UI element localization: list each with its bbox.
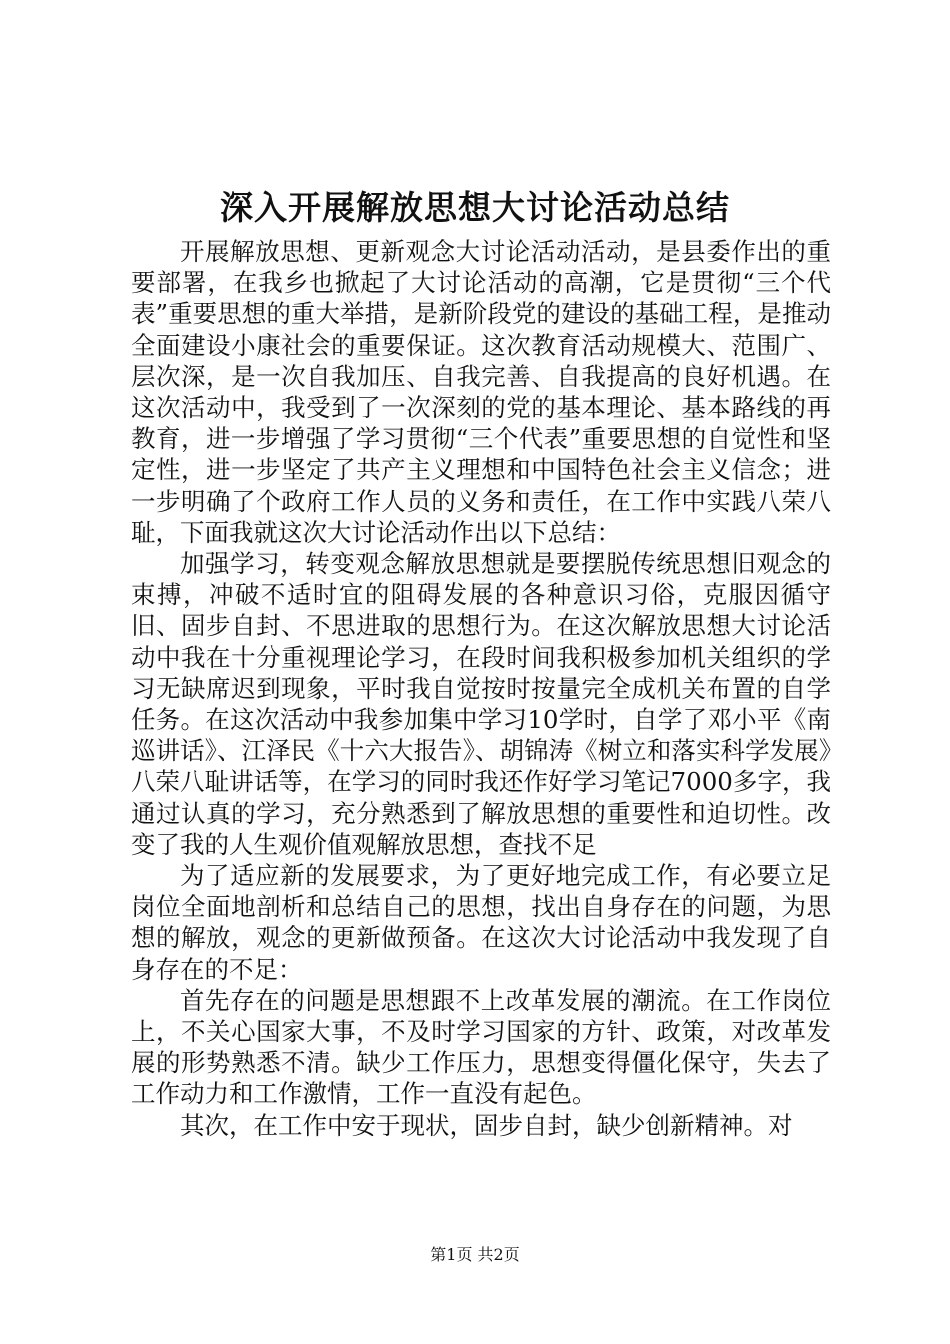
paragraph-study: 加强学习，转变观念解放思想就是要摆脱传统思想旧观念的束搏，冲破不适时宜的阻碍发展的各种意识习俗，克服因循守旧、固步自封、不思进取的思想行为。在这次解放思想大讨论活动中我在十分重视理论学习，在段时间我积极参加机关组织的学习无缺席迟到现象，平时我自觉按时按量完全成机关布置的自学任务。在这次活动中我参加集中学习10学时，自学了邓小平《南巡讲话》、江泽民《十六大报告》、胡锦涛《树立和落实科学发展》八荣八耻讲话等，在学习的同时我还作好学习笔记7000多字，我通过认真的学习，充分熟悉到了解放思想的重要性和迫切性。改变了我的人生观价值观解放思想，查找不足 xyxy=(131,549,831,859)
paragraph-second-problem: 其次，在工作中安于现状，固步自封，缺少创新精神。对 xyxy=(180,1110,793,1140)
paragraph-intro: 开展解放思想、更新观念大讨论活动活动，是县委作出的重要部署，在我乡也掀起了大讨论活动的高潮，它是贯彻“三个代表”重要思想的重大举措，是新阶段党的建设的基础工程，是推动全面建设小康社会的重要保证。这次教育活动规模大、范围广、层次深，是一次自我加压、自我完善、自我提高的良好机遇。在这次活动中，我受到了一次深刻的党的基本理论、基本路线的再教育，进一步增强了学习贯彻“三个代表”重要思想的自觉性和坚定性，进一步坚定了共产主义理想和中国特色社会主义信念；进一步明确了个政府工作人员的义务和责任，在工作中实践八荣八耻，下面我就这次大讨论活动作出以下总结： xyxy=(131,237,831,547)
paragraph-shortcomings: 为了适应新的发展要求，为了更好地完成工作，有必要立足岗位全面地剖析和总结自己的思想，找出自身存在的问题，为思想的解放，观念的更新做预备。在这次大讨论活动中我发现了自身存在的不足： xyxy=(131,861,831,984)
page-number-footer: 第1页 共2页 xyxy=(430,1245,520,1264)
paragraph-first-problem: 首先存在的问题是思想跟不上改革发展的潮流。在工作岗位上，不关心国家大事，不及时学习国家的方针、政策，对改革发展的形势熟悉不清。缺少工作压力，思想变得僵化保守，失去了工作动力和工作激情，工作一直没有起色。 xyxy=(131,985,831,1109)
document-title: 深入开展解放思想大讨论活动总结 xyxy=(220,188,730,227)
document-body xyxy=(131,236,831,1141)
